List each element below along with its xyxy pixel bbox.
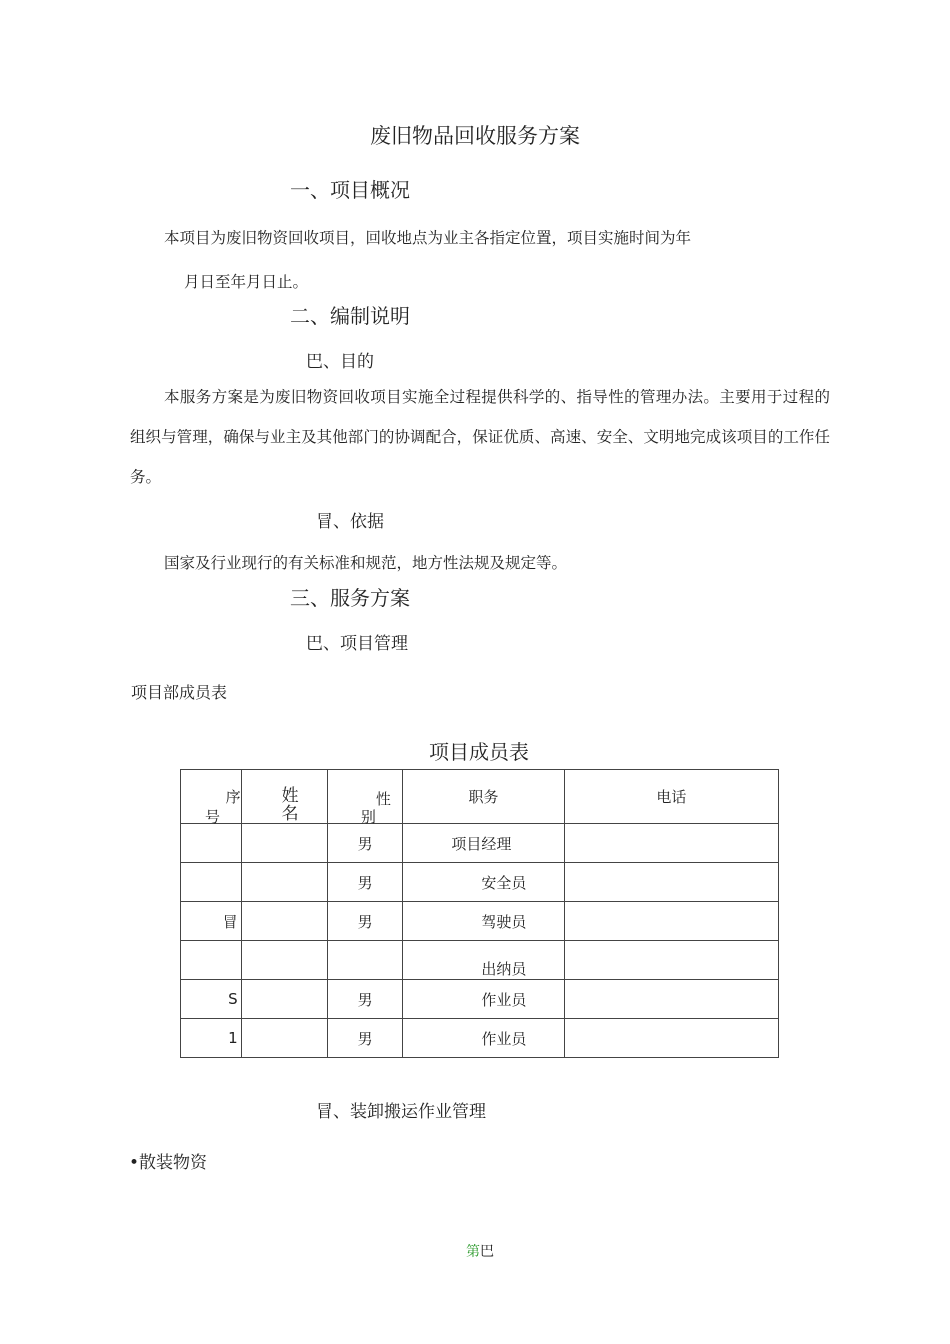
bullet-bulk-materials: •散装物资 [129,1153,208,1173]
header-name-bottom: 名 [281,804,299,824]
section-heading-overview: 一、项目概况 [290,178,410,202]
header-sex-top: 性 [375,790,391,808]
cell-phone [564,941,778,980]
purpose-paragraph: 本服务方案是为废旧物资回收项目实施全过程提供科学的、指导性的管理办法。主要用于过程的组织与管理，确保与业主及其他部门的协调配合，保证优质、高速、安全、文明地完成该项目的工作任务。 [130,388,830,486]
cell-sex [327,941,402,980]
footer-prefix: 第 [466,1244,480,1260]
table-row [181,980,779,1019]
cell-name [241,863,327,902]
section-heading-service-plan: 三、服务方案 [290,586,410,610]
cell-sex: 男 [327,824,402,863]
cell-name [241,980,327,1019]
cell-sex: 男 [327,1019,402,1058]
cell-role: 驾驶员 [403,902,564,941]
header-sex-bottom: 别 [360,808,376,826]
cell-role: 出纳员 [403,941,564,980]
header-seq-bottom: 号 [205,808,221,826]
cell-sex: 男 [327,980,402,1019]
member-list-label: 项目部成员表 [131,683,228,702]
cell-phone [564,980,778,1019]
cell-phone [564,824,778,863]
table-row [181,863,779,902]
overview-text-line2: 月日至年月日止。 [184,273,309,291]
cell-seq: 1 [181,1019,242,1058]
subheading-handling-management: 冒、装卸搬运作业管理 [316,1102,486,1122]
header-role: 职务 [403,770,564,824]
subheading-basis: 冒、依据 [316,512,384,532]
cell-seq [181,863,242,902]
header-phone: 电话 [564,770,778,824]
cell-phone [564,863,778,902]
table-header-row [181,770,779,824]
cell-name [241,902,327,941]
subheading-purpose: 巴、目的 [306,352,374,372]
cell-sex: 男 [327,902,402,941]
header-sex [327,770,402,824]
table-row [181,941,779,980]
cell-seq [181,941,242,980]
overview-text-line1: 本项目为废旧物资回收项目，回收地点为业主各指定位置，项目实施时间为年 [164,229,692,247]
header-name [241,770,327,824]
cell-name [241,824,327,863]
cell-sex: 男 [327,863,402,902]
document-title: 废旧物品回收服务方案 [370,124,580,148]
basis-text: 国家及行业现行的有关标准和规范，地方性法规及规定等。 [164,554,568,572]
table-row [181,1019,779,1058]
member-table [180,769,779,1058]
section-heading-explanation: 二、编制说明 [290,304,410,328]
table-row [181,824,779,863]
cell-phone [564,902,778,941]
cell-name [241,1019,327,1058]
footer-page-number: 巴 [480,1244,494,1260]
cell-seq: S [181,980,242,1019]
cell-phone [564,1019,778,1058]
cell-role: 安全员 [403,863,564,902]
header-name-top: 姓 [281,786,299,806]
page-footer [466,1241,494,1261]
cell-seq: 冒 [181,902,242,941]
header-seq-top: 序 [225,788,241,806]
cell-role: 作业员 [403,1019,564,1058]
subheading-project-management: 巴、项目管理 [306,634,408,654]
cell-seq [181,824,242,863]
cell-name [241,941,327,980]
cell-role: 作业员 [403,980,564,1019]
table-title: 项目成员表 [429,740,529,764]
table-row [181,902,779,941]
cell-role: 项目经理 [403,824,564,863]
header-seq [181,770,242,824]
